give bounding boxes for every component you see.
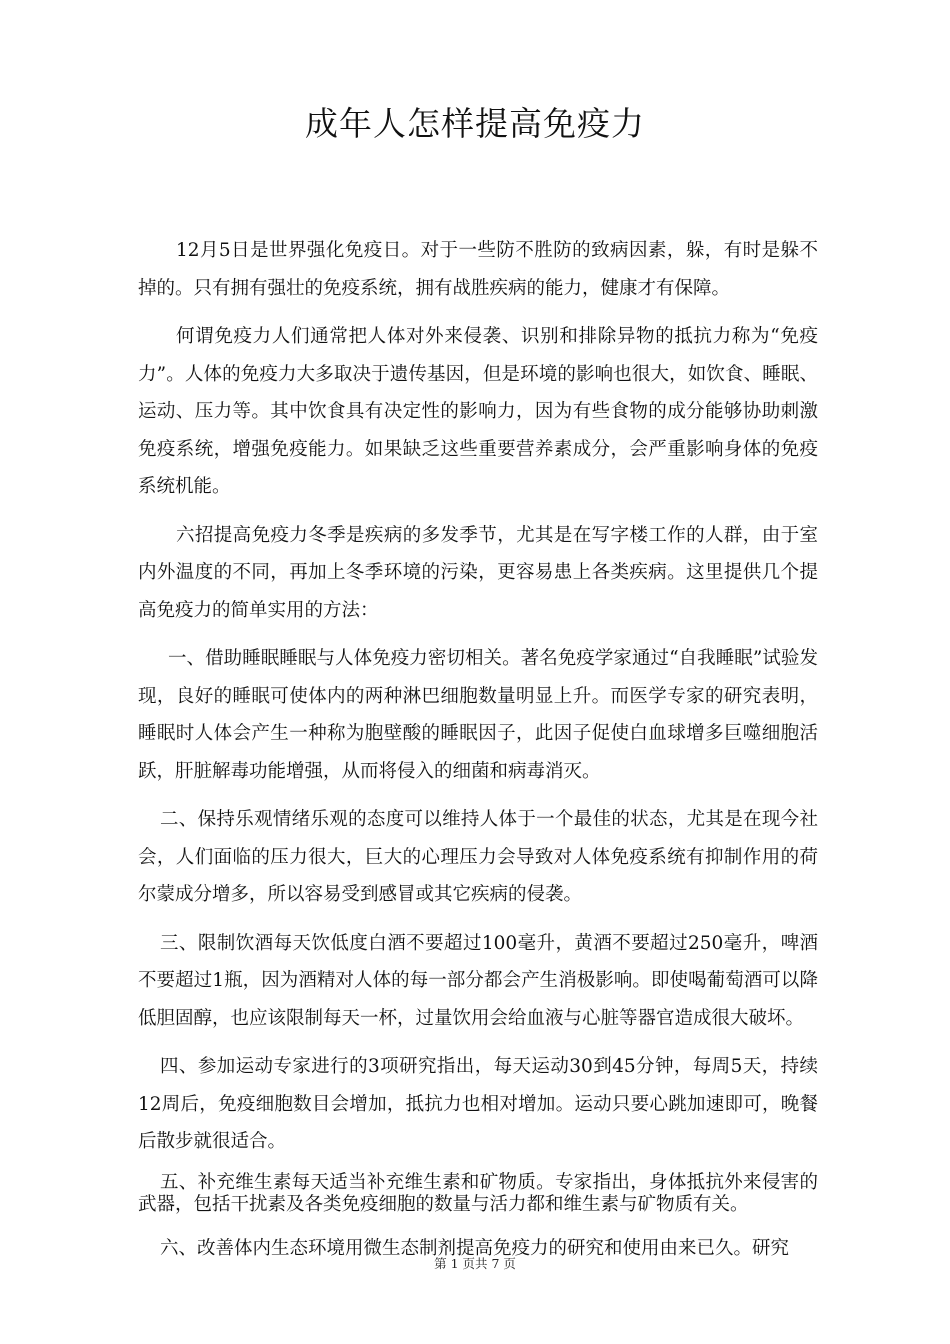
- paragraph-intro: 12月5日是世界强化免疫日。对于一些防不胜防的致病因素，躲，有时是躲不掉的。只有拥有强壮的免疫系统，拥有战胜疾病的能力，健康才有保障。: [138, 240, 818, 299]
- paragraph-tip-microecology: 六、改善体内生态环境用微生态制剂提高免疫力的研究和使用由来已久。研究: [160, 1237, 790, 1259]
- document-body: [138, 232, 818, 1278]
- paragraph-tip-vitamins: 五、补充维生素每天适当补充维生素和矿物质。专家指出，身体抵抗外来侵害的武器，包括干扰素及各类免疫细胞的数量与活力都和维生素与矿物质有关。: [138, 1171, 818, 1215]
- paragraph-tip-optimism: 二、保持乐观情绪乐观的态度可以维持人体于一个最佳的状态，尤其是在现今社会，人们面临的压力很大，巨大的心理压力会导致对人体免疫系统有抑制作用的荷尔蒙成分增多，所以容易受到感冒或其它疾病的侵袭。: [138, 809, 818, 905]
- paragraph-tip-sleep: 一、借助睡眠睡眠与人体免疫力密切相关。著名免疫学家通过“自我睡眠”试验发现，良好的睡眠可使体内的两种淋巴细胞数量明显上升。而医学专家的研究表明，睡眠时人体会产生一种称为胞壁酸的睡眠因子，此因子促使白血球增多巨噬细胞活跃，肝脏解毒功能增强，从而将侵入的细菌和病毒消灭。: [138, 648, 818, 782]
- paragraph-tip-exercise: 四、参加运动专家进行的3项研究指出，每天运动30到45分钟，每周5天，持续12周后，免疫细胞数目会增加，抵抗力也相对增加。运动只要心跳加速即可，晚餐后散步就很适合。: [138, 1056, 818, 1152]
- paragraph-definition: 何谓免疫力人们通常把人体对外来侵袭、识别和排除异物的抵抗力称为“免疫力”。人体的免疫力大多取决于遗传基因，但是环境的影响也很大，如饮食、睡眠、运动、压力等。其中饮食具有决定性的影响力，因为有些食物的成分能够协助刺激免疫系统，增强免疫能力。如果缺乏这些重要营养素成分，会严重影响身体的免疫系统机能。: [138, 326, 818, 497]
- document-title: 成年人怎样提高免疫力: [305, 104, 645, 143]
- paragraph-tip-alcohol: 三、限制饮酒每天饮低度白酒不要超过100毫升，黄酒不要超过250毫升，啤酒不要超过1瓶，因为酒精对人体的每一部分都会产生消极影响。即使喝葡萄酒可以降低胆固醇，也应该限制每天一杯，过量饮用会给血液与心脏等器官造成很大破坏。: [138, 932, 818, 1029]
- page-number-footer: 第 1 页共 7 页: [434, 1256, 516, 1271]
- paragraph-six-tips: 六招提高免疫力冬季是疾病的多发季节，尤其是在写字楼工作的人群，由于室内外温度的不同，再加上冬季环境的污染，更容易患上各类疾病。这里提供几个提高免疫力的简单实用的方法：: [138, 524, 818, 621]
